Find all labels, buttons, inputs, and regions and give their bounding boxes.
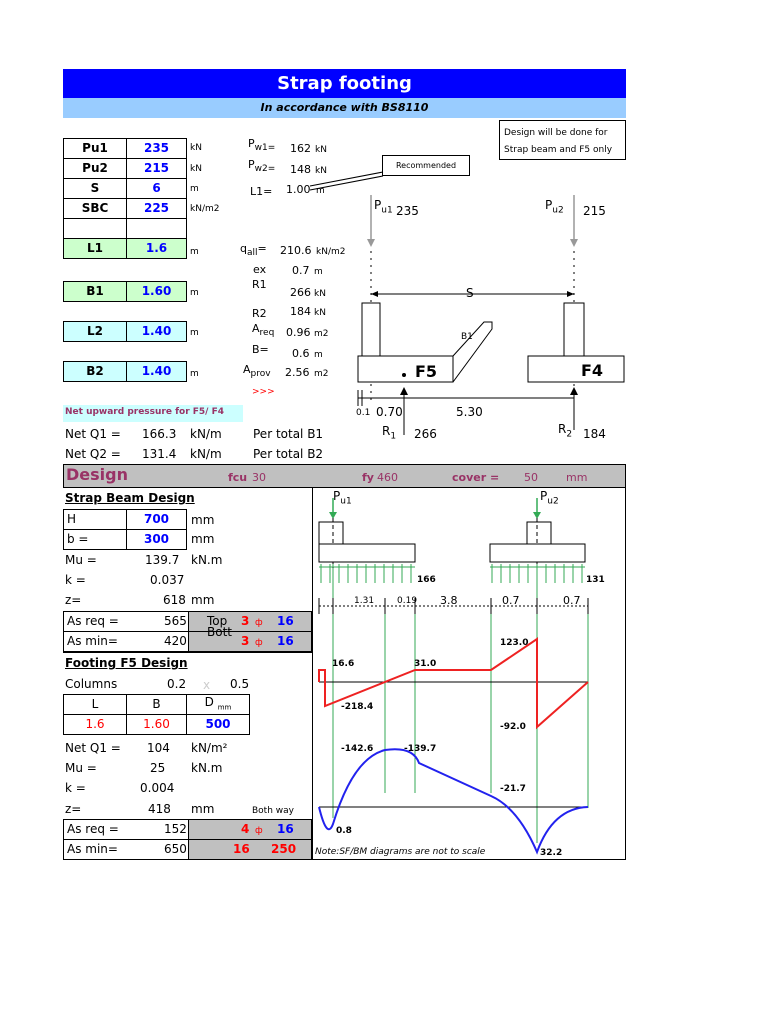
net-q2-value: 131.4 bbox=[142, 447, 177, 461]
pw2-value: 148 bbox=[290, 163, 311, 176]
strap-bott-dia-symbol: ф bbox=[255, 638, 263, 648]
sketch-dim-01: 0.1 bbox=[356, 408, 371, 418]
footing-bothway: Both way bbox=[252, 806, 294, 816]
l2-label: L2 bbox=[63, 321, 127, 342]
net-q1-note: Per total B1 bbox=[253, 427, 324, 441]
fy-value[interactable]: 460 bbox=[377, 471, 398, 484]
sf-label-3: -218.4 bbox=[341, 702, 374, 712]
strap-h-unit: mm bbox=[191, 513, 215, 527]
footing-asreq-row bbox=[63, 819, 189, 840]
diag-pu1-label: $P_{u1}$ bbox=[333, 489, 352, 507]
strap-mu-value: 139.7 bbox=[145, 553, 180, 567]
footing-q1-unit: kN/m² bbox=[191, 741, 228, 755]
aprov-label: $A_{prov}$ bbox=[243, 363, 271, 380]
footing-mu-unit: kN.m bbox=[191, 761, 223, 775]
next-arrow[interactable]: >>> bbox=[252, 387, 275, 397]
strap-bott-label: Bott bbox=[207, 625, 232, 639]
sketch-r1-value: 266 bbox=[414, 427, 437, 441]
b2-value[interactable]: 1.40 bbox=[126, 361, 187, 382]
fcu-value[interactable]: 30 bbox=[252, 471, 266, 484]
strap-heading: Strap Beam Design bbox=[65, 491, 195, 505]
net-q1-unit: kN/m bbox=[190, 427, 222, 441]
sketch-r2-label: $R_2$ bbox=[558, 422, 573, 440]
footing-asreq-value: 152 bbox=[164, 822, 187, 836]
net-q2-label: Net Q2 = bbox=[65, 447, 121, 461]
b1-unit: m bbox=[190, 288, 199, 298]
strap-k-label: k = bbox=[65, 573, 86, 587]
footing-d-head: D $_{mm}$ bbox=[186, 694, 250, 715]
strap-b-value[interactable]: 300 bbox=[126, 529, 187, 550]
r1-unit: kN bbox=[314, 289, 326, 299]
design-note-line1: Design will be done for bbox=[504, 128, 608, 138]
bottom-border bbox=[312, 859, 626, 860]
r2-unit: kN bbox=[314, 308, 326, 318]
aprov-value: 2.56 bbox=[285, 366, 310, 379]
pu2-label: Pu2 bbox=[63, 158, 127, 179]
diag-pressure-131: 131 bbox=[586, 575, 605, 585]
aprov-unit: m2 bbox=[314, 369, 329, 379]
footing-asreq-label: As req = bbox=[67, 822, 119, 836]
strap-mu-label: Mu = bbox=[65, 553, 97, 567]
empty-cell-a bbox=[63, 218, 127, 239]
pu2-value[interactable]: 215 bbox=[126, 158, 187, 179]
footing-d-value[interactable]: 500 bbox=[186, 714, 250, 735]
sf-label-4: -92.0 bbox=[500, 722, 526, 732]
footing-asmin-bars bbox=[188, 839, 312, 860]
bm-label-2: -21.7 bbox=[500, 784, 526, 794]
fy-label: fy bbox=[362, 471, 374, 484]
footing-l-head: L bbox=[63, 694, 127, 715]
strap-asmin-row bbox=[63, 631, 189, 652]
design-note-line2: Strap beam and F5 only bbox=[504, 145, 613, 155]
footing-b-head: B bbox=[126, 694, 187, 715]
diag-dim-3: 0.7 bbox=[502, 594, 520, 607]
design-title: Design bbox=[66, 465, 128, 484]
areq-value: 0.96 bbox=[286, 326, 311, 339]
footing-col-x: x bbox=[203, 678, 211, 692]
strap-bott-bars bbox=[188, 625, 312, 652]
sketch-dim-530: 5.30 bbox=[456, 405, 483, 419]
diag-dim-1: 0.19 bbox=[397, 596, 418, 606]
pu2-unit: kN bbox=[190, 164, 202, 174]
pu1-value[interactable]: 235 bbox=[126, 138, 187, 159]
strap-z-value: 618 bbox=[163, 593, 186, 607]
page-title: Strap footing bbox=[63, 69, 626, 98]
l2-unit: m bbox=[190, 328, 199, 338]
l1-unit: m bbox=[190, 247, 199, 257]
strap-asmin-value: 420 bbox=[164, 634, 187, 648]
right-border bbox=[625, 488, 626, 860]
strap-top-label: Top bbox=[207, 614, 228, 628]
footing-b-value: 1.60 bbox=[126, 714, 187, 735]
diag-pu2-label: $P_{u2}$ bbox=[540, 489, 559, 507]
footing-asmin-count: 16 bbox=[233, 842, 250, 856]
footing-z-label: z= bbox=[65, 802, 82, 816]
l1-label: L1 bbox=[63, 238, 127, 259]
footing-z-value: 418 bbox=[148, 802, 171, 816]
l1-calc-value: 1.00 bbox=[286, 183, 311, 196]
strap-asmin-label: As min= bbox=[67, 634, 118, 648]
pu1-unit: kN bbox=[190, 143, 202, 153]
b-calc-value: 0.6 bbox=[292, 347, 310, 360]
footing-asmin-row bbox=[63, 839, 189, 860]
b-calc-unit: m bbox=[314, 350, 323, 360]
diag-pressure-166: 166 bbox=[417, 575, 436, 585]
sketch-pu2-value: 215 bbox=[583, 204, 606, 218]
cover-label: cover = bbox=[452, 471, 500, 484]
sf-label-1: 31.0 bbox=[414, 659, 437, 669]
footing-z-unit: mm bbox=[191, 802, 215, 816]
qall-unit: kN/m2 bbox=[316, 247, 346, 257]
recommended-label: Recommended bbox=[395, 161, 457, 170]
bm-label-1: -139.7 bbox=[404, 744, 437, 754]
b2-unit: m bbox=[190, 369, 199, 379]
sketch-f4-label: F4 bbox=[581, 361, 604, 380]
sketch-pu1-value: 235 bbox=[396, 204, 419, 218]
diag-dim-2: 3.8 bbox=[440, 594, 458, 607]
sketch-b1-label: B1 bbox=[461, 332, 473, 342]
cover-value[interactable]: 50 bbox=[524, 471, 538, 484]
strap-h-label: H bbox=[63, 509, 127, 530]
strap-z-unit: mm bbox=[191, 593, 215, 607]
sbc-label: SBC bbox=[63, 198, 127, 219]
pw1-value: 162 bbox=[290, 142, 311, 155]
strap-asreq-row bbox=[63, 611, 189, 632]
ex-value: 0.7 bbox=[292, 264, 310, 277]
pw1-label: $P_{w1=}$ bbox=[248, 137, 276, 154]
sf-label-0: 16.6 bbox=[332, 659, 355, 669]
sketch-r2-value: 184 bbox=[583, 427, 606, 441]
net-q2-unit: kN/m bbox=[190, 447, 222, 461]
empty-cell-b bbox=[126, 218, 187, 239]
footing-columns-label: Columns bbox=[65, 677, 118, 691]
strap-h-value[interactable]: 700 bbox=[126, 509, 187, 530]
bm-label-3: 0.8 bbox=[336, 826, 352, 836]
sfbm-diagram bbox=[313, 488, 625, 859]
bm-label-0: -142.6 bbox=[341, 744, 374, 754]
footing-asreq-dia: 16 bbox=[277, 822, 294, 836]
qall-label: $q_{all}=$ bbox=[240, 242, 267, 259]
areq-unit: m2 bbox=[314, 329, 329, 339]
footing-heading: Footing F5 Design bbox=[65, 656, 188, 670]
footing-col-b: 0.5 bbox=[230, 677, 250, 691]
b-calc-label: B= bbox=[252, 343, 269, 356]
cover-unit: mm bbox=[566, 471, 588, 484]
strap-asreq-value: 565 bbox=[164, 614, 187, 628]
s-label: S bbox=[63, 178, 127, 199]
bm-label-4: 32.2 bbox=[540, 848, 563, 858]
design-bar bbox=[63, 464, 626, 488]
r2-label: R2 bbox=[252, 307, 267, 320]
r1-label: R1 bbox=[252, 278, 267, 291]
footing-asreq-bars bbox=[188, 819, 312, 840]
net-upward-heading: Net upward pressure for F5/ F4 bbox=[65, 407, 225, 417]
strap-bott-count: 3 bbox=[241, 634, 250, 648]
qall-value: 210.6 bbox=[280, 244, 312, 257]
sketch-r1-label: $R_1$ bbox=[382, 424, 397, 442]
pu1-label: Pu1 bbox=[63, 138, 127, 159]
footing-k-value: 0.004 bbox=[140, 781, 175, 795]
sf-diagram bbox=[319, 639, 588, 727]
r1-value: 266 bbox=[290, 286, 311, 299]
diag-dim-0: 1.31 bbox=[354, 596, 375, 606]
page-subtitle: In accordance with BS8110 bbox=[63, 98, 626, 118]
strap-bott-dia: 16 bbox=[277, 634, 294, 648]
footing-asreq-count: 4 bbox=[241, 822, 250, 836]
ex-label: ex bbox=[253, 263, 267, 276]
pw2-label: $P_{w2=}$ bbox=[248, 158, 276, 175]
l1-calc-unit: m bbox=[316, 186, 325, 196]
sketch-pu1-label: $P_{u1}$ bbox=[374, 198, 393, 216]
strap-asreq-label: As req = bbox=[67, 614, 119, 628]
fcu-label: fcu bbox=[228, 471, 248, 484]
l2-value[interactable]: 1.40 bbox=[126, 321, 187, 342]
strap-top-dia: 16 bbox=[277, 614, 294, 628]
footing-asreq-dia-symbol: ф bbox=[255, 826, 263, 836]
footing-k-label: k = bbox=[65, 781, 86, 795]
b1-value[interactable]: 1.60 bbox=[126, 281, 187, 302]
areq-label: $A_{req}$ bbox=[252, 322, 275, 339]
footing-mu-value: 25 bbox=[150, 761, 166, 775]
recommended-pointer bbox=[300, 168, 390, 192]
strap-z-label: z= bbox=[65, 593, 82, 607]
footing-q1-label: Net Q1 = bbox=[65, 741, 121, 755]
net-q1-value: 166.3 bbox=[142, 427, 177, 441]
strap-top-dia-symbol: ф bbox=[255, 618, 263, 628]
bm-diagram bbox=[319, 749, 588, 852]
b1-label: B1 bbox=[63, 281, 127, 302]
strap-bottom-rule bbox=[63, 652, 313, 653]
l1-calc-label: L1= bbox=[250, 185, 273, 198]
sketch-s-label: S bbox=[466, 286, 474, 300]
strap-mu-unit: kN.m bbox=[191, 553, 223, 567]
strap-k-value: 0.037 bbox=[150, 573, 185, 587]
sketch-dim-070: 0.70 bbox=[376, 405, 403, 419]
net-q1-label: Net Q1 = bbox=[65, 427, 121, 441]
footing-mu-label: Mu = bbox=[65, 761, 97, 775]
r2-value: 184 bbox=[290, 305, 311, 318]
l1-value[interactable]: 1.6 bbox=[126, 238, 187, 259]
sketch-f5-label: F5 bbox=[415, 362, 438, 381]
pw1-unit: kN bbox=[315, 145, 327, 155]
footing-l-value: 1.6 bbox=[63, 714, 127, 735]
footing-asmin-label: As min= bbox=[67, 842, 118, 856]
sf-label-2: 123.0 bbox=[500, 638, 529, 648]
sbc-unit: kN/m2 bbox=[190, 204, 220, 214]
net-q2-note: Per total B2 bbox=[253, 447, 324, 461]
design-note bbox=[499, 120, 626, 160]
strap-b-label: b = bbox=[63, 529, 127, 550]
s-value[interactable]: 6 bbox=[126, 178, 187, 199]
strap-b-unit: mm bbox=[191, 532, 215, 546]
diag-dim-4: 0.7 bbox=[563, 594, 581, 607]
pressure-arrows-f4 bbox=[490, 564, 585, 583]
sbc-value[interactable]: 225 bbox=[126, 198, 187, 219]
footing-asmin-spacing: 250 bbox=[271, 842, 297, 856]
footing-asmin-value: 650 bbox=[164, 842, 187, 856]
recommended-callout bbox=[382, 155, 470, 176]
diagram-note: Note:SF/BM diagrams are not to scale bbox=[315, 847, 486, 857]
b2-label: B2 bbox=[63, 361, 127, 382]
pw2-unit: kN bbox=[315, 166, 327, 176]
strap-top-count: 3 bbox=[241, 614, 250, 628]
sketch-pu2-label: $P_{u2}$ bbox=[545, 198, 564, 216]
s-unit: m bbox=[190, 184, 199, 194]
footing-q1-value: 104 bbox=[147, 741, 170, 755]
footing-col-a: 0.2 bbox=[167, 677, 187, 691]
ex-unit: m bbox=[314, 267, 323, 277]
